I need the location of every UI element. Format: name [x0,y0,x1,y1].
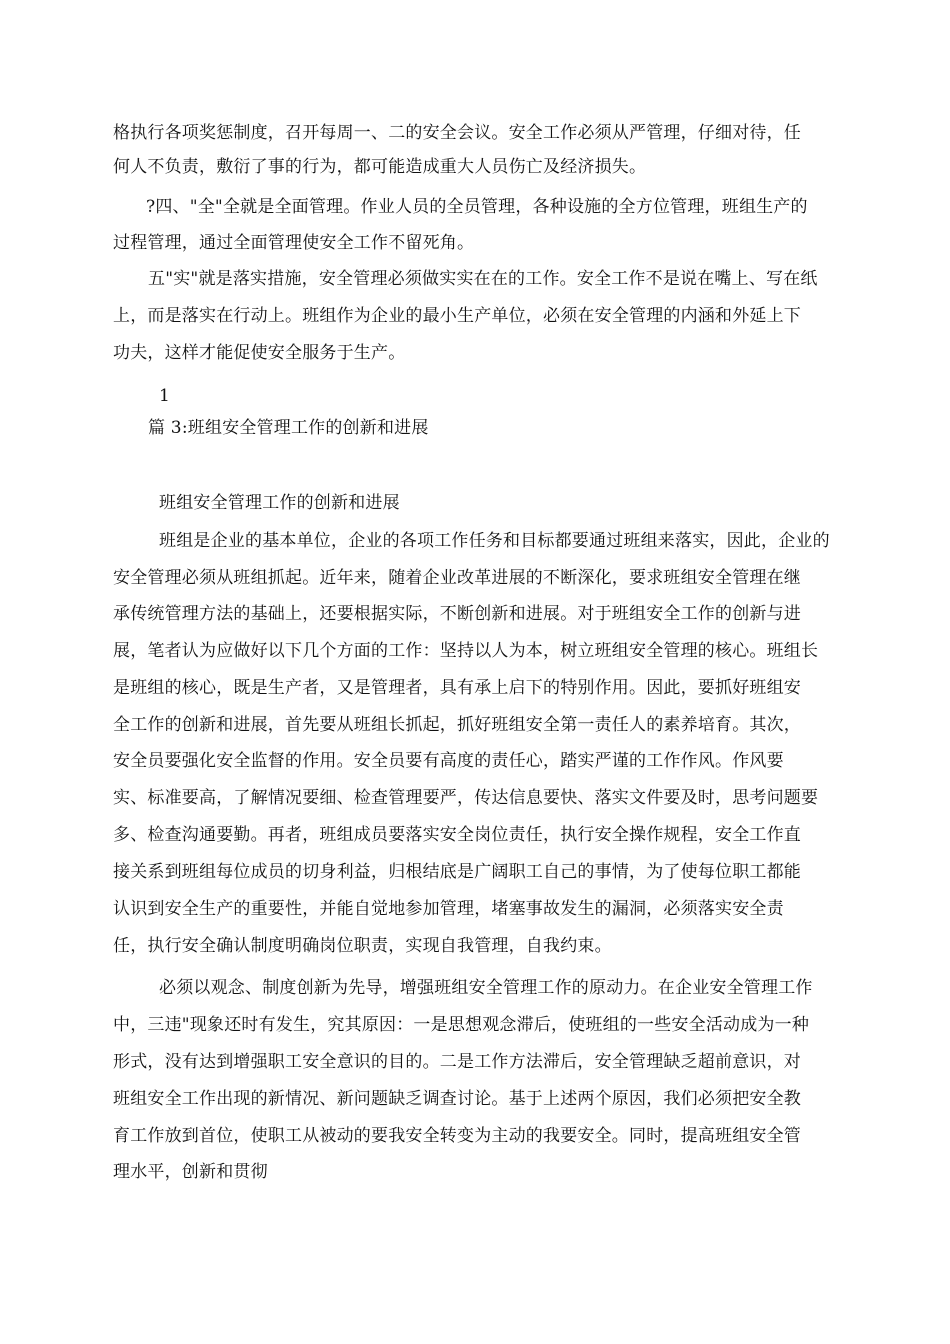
paragraph-4-line-9: 多、检查沟通要勤。再者，班组成员要落实安全岗位责任，执行安全操作规程，安全工作直 [113,825,801,845]
paragraph-4-line-2: 安全管理必须从班组抓起。近年来，随着企业改革进展的不断深化，要求班组安全管理在继 [113,568,801,588]
paragraph-5-line-6: 理水平，创新和贯彻 [113,1162,268,1182]
paragraph-4-line-1: 班组是企业的基本单位，企业的各项工作任务和目标都要通过班组来落实，因此，企业的 [159,531,830,551]
paragraph-5-line-5: 育工作放到首位，使职工从被动的要我安全转变为主动的我要安全。同时，提高班组安全管 [113,1126,801,1146]
paragraph-5-line-1: 必须以观念、制度创新为先导，增强班组安全管理工作的原动力。在企业安全管理工作 [159,978,813,998]
paragraph-4-line-3: 承传统管理方法的基础上，还要根据实际，不断创新和进展。对于班组安全工作的创新与进 [113,604,801,624]
paragraph-3-line-2: 上，而是落实在行动上。班组作为企业的最小生产单位，必须在安全管理的内涵和外延上下 [113,306,801,326]
section-heading: 篇 3:班组安全管理工作的创新和进展 [148,418,429,438]
paragraph-4-line-5: 是班组的核心，既是生产者，又是管理者，具有承上启下的特别作用。因此，要抓好班组安 [113,678,801,698]
paragraph-5-line-2: 中，三违"现象还时有发生，究其原因：一是思想观念滞后，使班组的一些安全活动成为一种 [113,1015,810,1035]
paragraph-1-line-2: 何人不负责，敷衍了事的行为，都可能造成重大人员伤亡及经济损失。 [113,157,647,177]
page-number: 1 [159,386,171,406]
paragraph-4-line-10: 接关系到班组每位成员的切身利益，归根结底是广阔职工自己的事情，为了使每位职工都能 [113,862,801,882]
paragraph-5-line-3: 形式，没有达到增强职工安全意识的目的。二是工作方法滞后，安全管理缺乏超前意识，对 [113,1052,801,1072]
paragraph-5-line-4: 班组安全工作出现的新情况、新问题缺乏调查讨论。基于上述两个原因，我们必须把安全教 [113,1089,801,1109]
paragraph-3-line-3: 功夫，这样才能促使安全服务于生产。 [113,343,406,363]
paragraph-4-line-4: 展，笔者认为应做好以下几个方面的工作：坚持以人为本，树立班组安全管理的核心。班组长 [113,641,819,661]
article-title: 班组安全管理工作的创新和进展 [159,493,400,513]
paragraph-2-line-1: ?四、"全"全就是全面管理。作业人员的全员管理，各种设施的全方位管理，班组生产的 [146,197,808,217]
paragraph-4-line-12: 任，执行安全确认制度明确岗位职责，实现自我管理，自我约束。 [113,936,612,956]
paragraph-3-line-1: 五"实"就是落实措施，安全管理必须做实实在在的工作。安全工作不是说在嘴上、写在纸 [148,269,818,289]
paragraph-4-line-7: 安全员要强化安全监督的作用。安全员要有高度的责任心，踏实严谨的工作作风。作风要 [113,751,784,771]
paragraph-4-line-6: 全工作的创新和进展，首先要从班组长抓起，抓好班组安全第一责任人的素养培育。其次， [113,715,801,735]
paragraph-2-line-2: 过程管理，通过全面管理使安全工作不留死角。 [113,233,475,253]
paragraph-1-line-1: 格执行各项奖惩制度，召开每周一、二的安全会议。安全工作必须从严管理，仔细对待，任 [113,123,801,143]
paragraph-4-line-8: 实、标准要高，了解情况要细、检查管理要严，传达信息要快、落实文件要及时，思考问题要 [113,788,819,808]
paragraph-4-line-11: 认识到安全生产的重要性，并能自觉地参加管理，堵塞事故发生的漏洞，必须落实安全责 [113,899,784,919]
